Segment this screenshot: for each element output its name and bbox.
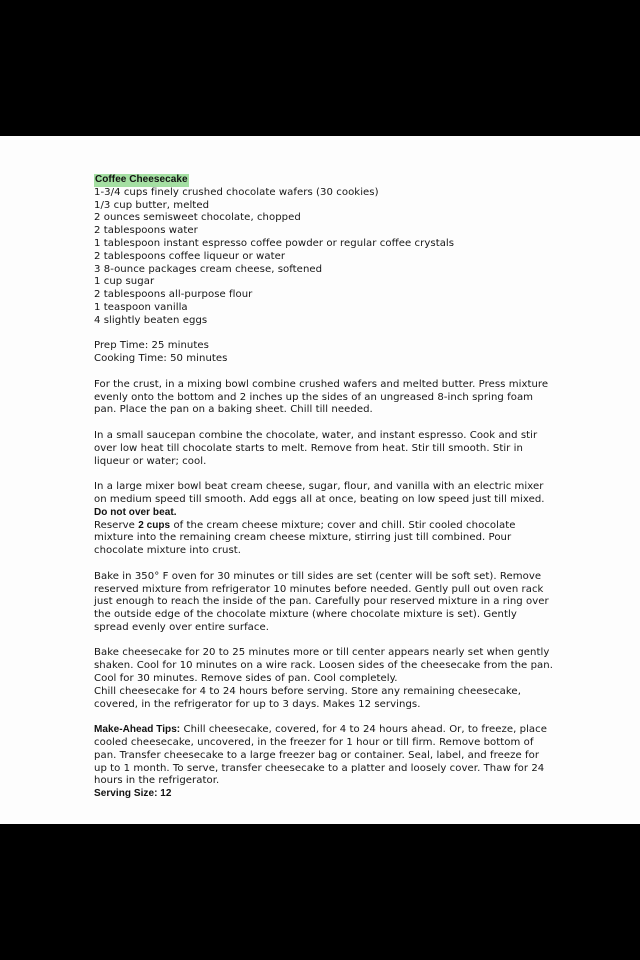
reserve-step-text: of the cream cheese mixture; cover and chill. Stir cooled chocolate mixture into the remaining cream cheese mixture, stirring just till combined. Pour chocolate mixture into crust. [94,519,516,557]
make-ahead-tips [94,724,554,788]
reserve-step [94,520,554,558]
ingredient-item: 2 tablespoons all-purpose flour [94,289,253,301]
bottom-black-bar [0,824,640,960]
prep-time: Prep Time: 25 minutes [94,340,209,352]
cooking-time: Cooking Time: 50 minutes [94,353,228,365]
make-ahead-label: Make-Ahead Tips: [94,724,181,736]
top-black-bar [0,0,640,136]
recipe-title: Coffee Cheesecake [95,174,188,185]
serving-size [94,788,554,801]
make-ahead-text: Chill cheesecake, covered, for 4 to 24 hours ahead. Or, to freeze, place cooled cheesecake, uncovered, in the freezer for 1 hour or till firm. Remove bottom of pan. Transfer cheesecake to a large freezer bag or container. Seal, label, and freeze for up to 1 month. To serve, transfer cheesecake to a platter and loosely cover. Thaw for 24 hours in the refrigerator. [94,724,548,787]
mixer-step [94,481,554,519]
ingredient-item: 2 ounces semisweet chocolate, chopped [94,212,301,224]
ingredient-item: 1/3 cup butter, melted [94,199,210,211]
ingredient-item: 4 slightly beaten eggs [94,314,208,326]
ingredient-item: 3 8-ounce packages cream cheese, softened [94,263,323,275]
reserve-amount: 2 cups [138,519,171,531]
bake-step: Bake in 350° F oven for 30 minutes or till sides are set (center will be soft set). Remove reserved mixture from refrigerator 10 minutes before needed. Gently pull out oven rack just enough to reach the inside of the pan. Carefully pour reserved mixture in a ring over the outside edge of the chocolate mixture (where chocolate mixture is set). Gently spread evenly over entire surface. [94,570,549,633]
ingredient-list [94,187,554,328]
ingredient-item: 1 cup sugar [94,276,155,288]
saucepan-step: In a small saucepan combine the chocolate, water, and instant espresso. Cook and stir over low heat till chocolate starts to melt. Remove from heat. Stir till smooth. Stir in liqueur or water; cool. [94,429,538,467]
serving-size-text: Serving Size: 12 [94,788,172,800]
bake-more-step: Bake cheesecake for 20 to 25 minutes more or till center appears nearly set when gently shaken. Cool for 10 minutes on a wire rack. Loosen sides of the cheesecake from the pan. Cool for 30 minutes. Remove sides of pan. Cool completely. [94,647,553,685]
chill-step: Chill cheesecake for 4 to 24 hours before serving. Store any remaining cheesecake, covered, in the refrigerator for up to 3 days. Makes 12 servings. [94,685,521,710]
crust-step: For the crust, in a mixing bowl combine crushed wafers and melted butter. Press mixture evenly onto the bottom and 2 inches up the sides of an ungreased 8-inch spring foam pan. Place the pan on a baking sheet. Chill till needed. [94,378,549,416]
reserve-step-lead: Reserve [94,519,135,531]
ingredient-item: 2 tablespoons coffee liqueur or water [94,250,286,262]
ingredient-item: 2 tablespoons water [94,225,198,237]
ingredient-item: 1-3/4 cups finely crushed chocolate wafers (30 cookies) [94,186,379,198]
ingredient-item: 1 tablespoon instant espresso coffee powder or regular coffee crystals [94,237,455,249]
over-beat-warning: Do not over beat. [94,506,177,518]
recipe-document [94,174,554,801]
ingredient-item: 1 teaspoon vanilla [94,301,188,313]
mixer-step-text: In a large mixer bowl beat cream cheese, sugar, flour, and vanilla with an electric mixer on medium speed till smooth. Add eggs all at once, beating on low speed just till mixed. [94,481,545,505]
recipe-page [0,136,640,824]
